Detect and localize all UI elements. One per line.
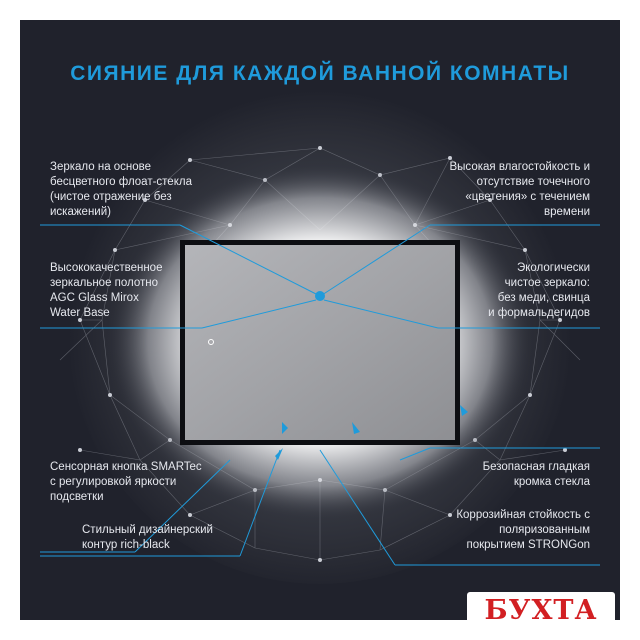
feature-eco: Экологически чистое зеркало: без меди, свинца и формальдегидов	[488, 262, 590, 319]
center-point-icon	[315, 291, 325, 301]
product-banner	[20, 20, 620, 620]
brand-logo	[467, 592, 615, 620]
feature-base-glass: Зеркало на основе бесцветного флоат-стекла (чистое отражение без искажений)	[50, 161, 192, 218]
feature-moisture: Высокая влагостойкость и отсутствие точечного «цветения» с течением времени	[449, 161, 590, 218]
feature-contour: Стильный дизайнерский контур rich-black	[82, 524, 213, 551]
feature-corrosion: Коррозийная стойкость с поляризованным покрытием STRONGon	[456, 509, 590, 551]
feature-coating: Высококачественное зеркальное полотно AGC Glass Mirox Water Base	[50, 262, 163, 319]
brand-logo-text: БУХТА	[484, 594, 598, 620]
feature-touch-button: Сенсорная кнопка SMARTec с регулировкой яркости подсветки	[50, 461, 202, 503]
page-title: СИЯНИЕ ДЛЯ КАЖДОЙ ВАННОЙ КОМНАТЫ	[70, 62, 570, 85]
feature-edge: Безопасная гладкая кромка стекла	[482, 461, 590, 488]
mirror-glass	[185, 245, 455, 440]
